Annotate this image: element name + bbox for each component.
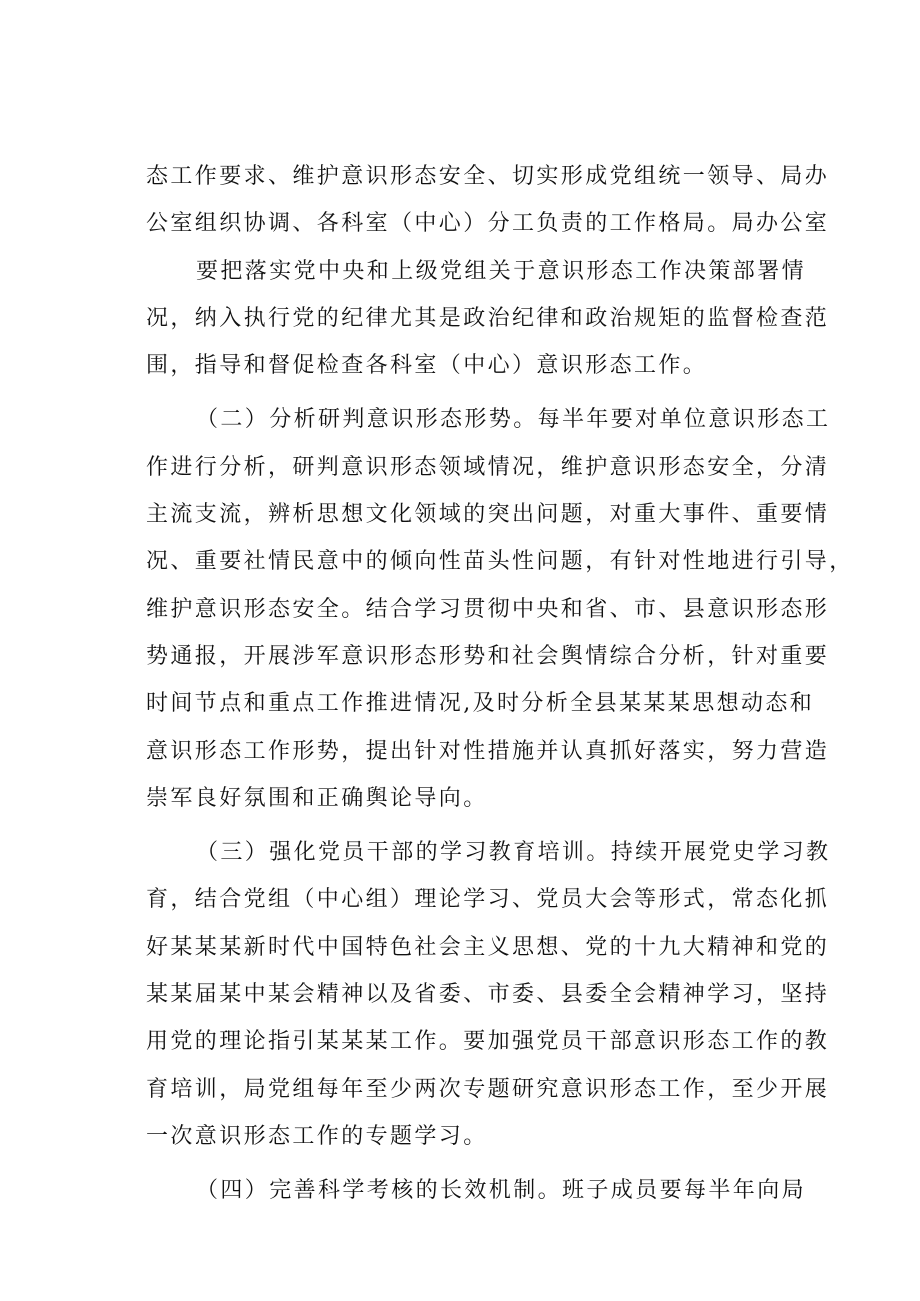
text-line: 作进行分析，研判意识形态领域情况，维护意识形态安全，分清	[146, 454, 830, 480]
text-line: 崇军良好氛围和正确舆论导向。	[146, 785, 488, 811]
text-line: 用党的理论指引某某某工作。要加强党员干部意识形态工作的教	[146, 1029, 830, 1055]
section-heading-line: （二）分析研判意识形态形势。每半年要对单位意识形态工	[196, 407, 831, 433]
text-line: 一次意识形态工作的专题学习。	[146, 1123, 488, 1149]
text-line: 时间节点和重点工作推进情况,及时分析全县某某某思想动态和	[146, 691, 815, 717]
text-line: 况、重要社情民意中的倾向性苗头性问题，有针对性地进行引导，	[146, 549, 854, 575]
document-body	[146, 153, 854, 1215]
text-line: 主流支流，辨析思想文化领域的突出问题，对重大事件、重要情	[146, 502, 830, 528]
text-line: 况，纳入执行党的纪律尤其是政治纪律和政治规矩的监督检查范	[146, 305, 830, 331]
text-line: 意识形态工作形势，提出针对性措施并认真抓好落实，努力营造	[146, 738, 830, 764]
text-line: 维护意识形态安全。结合学习贯彻中央和省、市、县意识形态形	[146, 596, 830, 622]
text-line: 某某届某中某会精神以及省委、市委、县委全会精神学习，坚持	[146, 982, 830, 1008]
text-line: 公室组织协调、各科室（中心）分工负责的工作格局。局办公室	[146, 211, 830, 237]
text-line: 态工作要求、维护意识形态安全、切实形成党组统一领导、局办	[146, 164, 830, 189]
text-line: 好某某某新时代中国特色社会主义思想、党的十九大精神和党的	[146, 934, 830, 960]
text-line: 育，结合党组（中心组）理论学习、党员大会等形式，常态化抓	[146, 887, 830, 913]
text-line: 围，指导和督促检查各科室（中心）意识形态工作。	[146, 353, 708, 379]
paragraph-start-line: 要把落实党中央和上级党组关于意识形态工作决策部署情	[196, 258, 807, 284]
section-heading-line: （四）完善科学考核的长效机制。班子成员要每半年向局	[196, 1178, 807, 1204]
text-line: 势通报，开展涉军意识形态形势和社会舆情综合分析，针对重要	[146, 643, 830, 669]
section-heading-line: （三）强化党员干部的学习教育培训。持续开展党史学习教	[196, 840, 831, 866]
text-line: 育培训，局党组每年至少两次专题研究意识形态工作，至少开展	[146, 1076, 830, 1102]
